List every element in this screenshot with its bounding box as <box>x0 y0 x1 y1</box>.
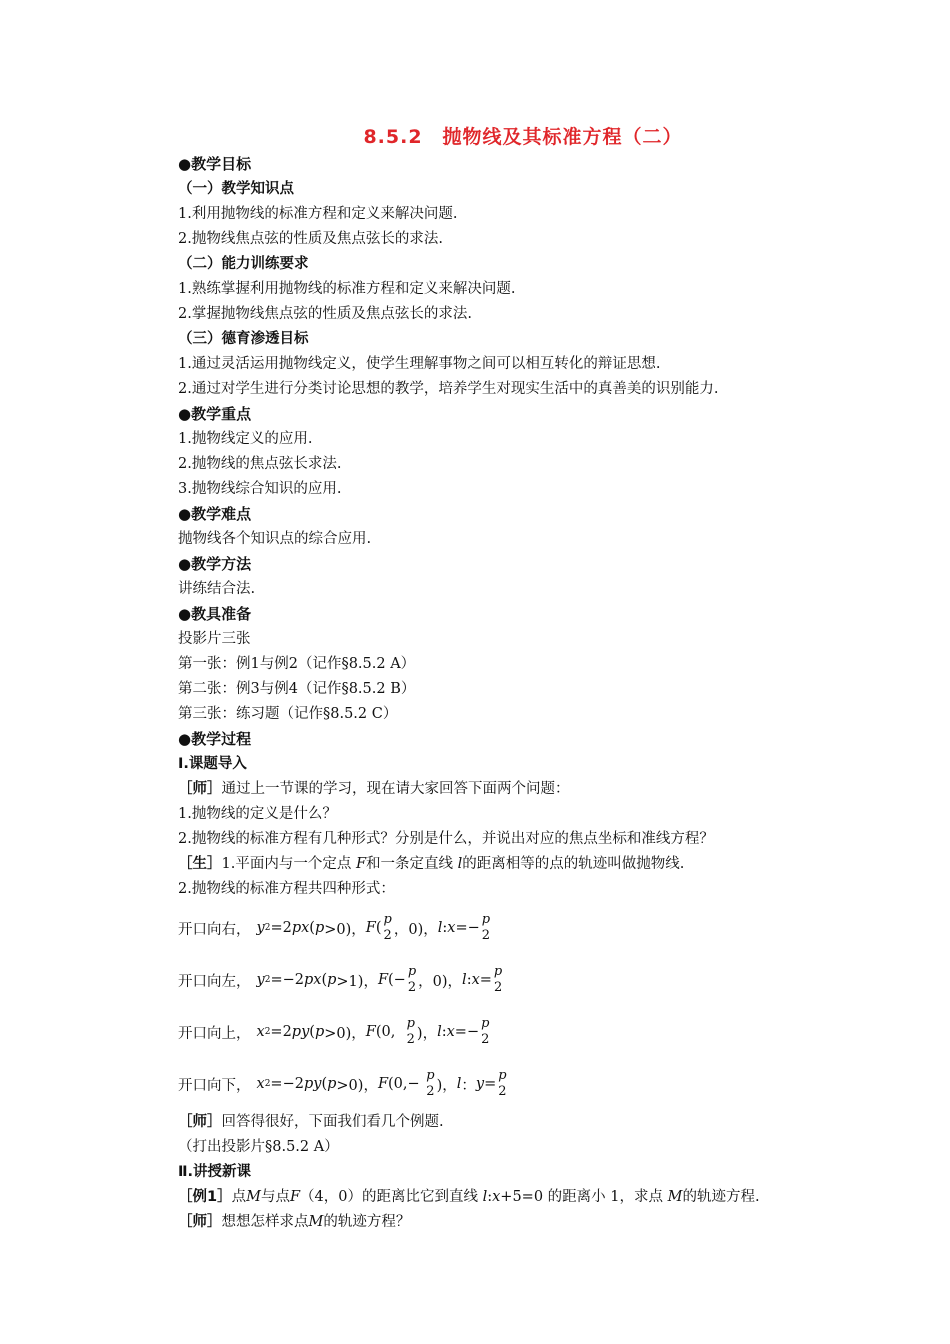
formula-label: 开口向上， <box>178 1025 251 1042</box>
list-item: 投影片三张 <box>178 631 251 647</box>
teacher-line <box>178 1110 878 1135</box>
list-item: 1.利用抛物线的标准方程和定义来解决问题. <box>178 206 458 222</box>
answer-text: 和一条定直线 <box>366 856 458 872</box>
math-var: l <box>457 856 463 872</box>
formula-line-down: 开口向下， x 2 =−2 py ( p >0)， F (0,− p 2 )， l ： y = p 2 <box>178 1068 507 1099</box>
projector-note: （打出投影片§8.5.2 A） <box>178 1139 339 1155</box>
formula-label: 开口向右， <box>178 921 251 938</box>
paragraph: 抛物线各个知识点的综合应用. <box>178 531 372 547</box>
section-heading-difficulties: ●教学难点 <box>178 505 252 523</box>
list-item: 1.抛物线定义的应用. <box>178 431 313 447</box>
list-item: 第一张：例1与例2（记作§8.5.2 A） <box>178 656 416 672</box>
list-item: 1.熟练掌握利用抛物线的标准方程和定义来解决问题. <box>178 281 516 297</box>
list-item: 2.掌握抛物线焦点弦的性质及焦点弦长的求法. <box>178 306 472 322</box>
fraction: p 2 <box>426 1068 435 1099</box>
teacher-line: ［师］想想怎样求点M的轨迹方程？ <box>178 1214 411 1230</box>
teacher-text: 通过上一节课的学习，现在请大家回答下面两个问题： <box>221 781 570 797</box>
answer-text: 的距离相等的点的轨迹叫做抛物线. <box>462 856 685 872</box>
list-item: 2.抛物线焦点弦的性质及焦点弦长的求法. <box>178 231 443 247</box>
fraction: p 2 <box>481 1016 490 1047</box>
paragraph: 讲练结合法. <box>178 581 256 597</box>
list-item: 3.抛物线综合知识的应用. <box>178 481 342 497</box>
example-1: ［例1］点M与点F（4，0）的距离比它到直线 l:x+5=0 的距离小 1，求点 M的轨迹方程. <box>178 1189 760 1205</box>
page-title: 8.5.2 抛物线及其标准方程（二） <box>363 126 683 148</box>
document-body <box>178 152 878 1235</box>
formula-line-right: 开口向右， y 2 =2 px ( p >0)， F ( p 2 ，0)， l : x =− p 2 <box>178 912 491 943</box>
part-heading-intro: Ⅰ.课题导入 <box>178 756 247 772</box>
math-var: F <box>355 856 367 872</box>
list-item: 2.通过对学生进行分类讨论思想的教学，培养学生对现实生活中的真善美的识别能力. <box>178 381 719 397</box>
subheading-moral: （三）德育渗透目标 <box>178 331 309 347</box>
list-item: 2.抛物线的焦点弦长求法. <box>178 456 342 472</box>
teacher-text: 回答得很好，下面我们看几个例题. <box>221 1114 444 1130</box>
formula-line-up: 开口向上， x 2 =2 py ( p >0)， F (0, p 2 )， l : x =− p 2 <box>178 1016 490 1047</box>
list-item: 第二张：例3与例4（记作§8.5.2 B） <box>178 681 416 697</box>
student-line <box>178 852 878 877</box>
section-heading-materials: ●教具准备 <box>178 605 252 623</box>
section-heading-key-points: ●教学重点 <box>178 405 252 423</box>
fraction: p 2 <box>498 1068 507 1099</box>
example-tag: ［例1］ <box>178 1189 232 1205</box>
teacher-line <box>178 777 878 802</box>
list-item: 1.通过灵活运用抛物线定义，使学生理解事物之间可以相互转化的辩证思想. <box>178 356 661 372</box>
fraction: p 2 <box>481 912 491 943</box>
teacher-tag: ［师］ <box>178 781 222 797</box>
question-item: 1.抛物线的定义是什么？ <box>178 806 337 822</box>
fraction: p 2 <box>407 964 417 995</box>
subheading-knowledge: （一）教学知识点 <box>178 181 294 197</box>
fraction: p 2 <box>493 964 503 995</box>
answer-text: 1.平面内与一个定点 <box>221 856 356 872</box>
student-tag: ［生］ <box>178 856 222 872</box>
subheading-ability: （二）能力训练要求 <box>178 256 309 272</box>
list-item: 第三张：练习题（记作§8.5.2 C） <box>178 706 398 722</box>
section-heading-methods: ●教学方法 <box>178 555 252 573</box>
part-heading-new-lesson: Ⅱ.讲授新课 <box>178 1164 252 1180</box>
answer-item: 2.抛物线的标准方程共四种形式： <box>178 881 395 897</box>
section-heading-process: ●教学过程 <box>178 730 252 748</box>
fraction: p 2 <box>406 1016 415 1047</box>
formula-label: 开口向下， <box>178 1077 251 1094</box>
question-item: 2.抛物线的标准方程有几种形式？分别是什么，并说出对应的焦点坐标和准线方程？ <box>178 831 714 847</box>
fraction: p 2 <box>383 912 392 943</box>
formula-line-left: 开口向左， y 2 =−2 px ( p >1)， F (− p 2 ，0)， l : x = p 2 <box>178 964 503 995</box>
formula-label: 开口向左， <box>178 973 251 990</box>
section-heading-objectives: ●教学目标 <box>178 155 252 173</box>
teacher-tag: ［师］ <box>178 1214 222 1230</box>
teacher-tag: ［师］ <box>178 1114 222 1130</box>
